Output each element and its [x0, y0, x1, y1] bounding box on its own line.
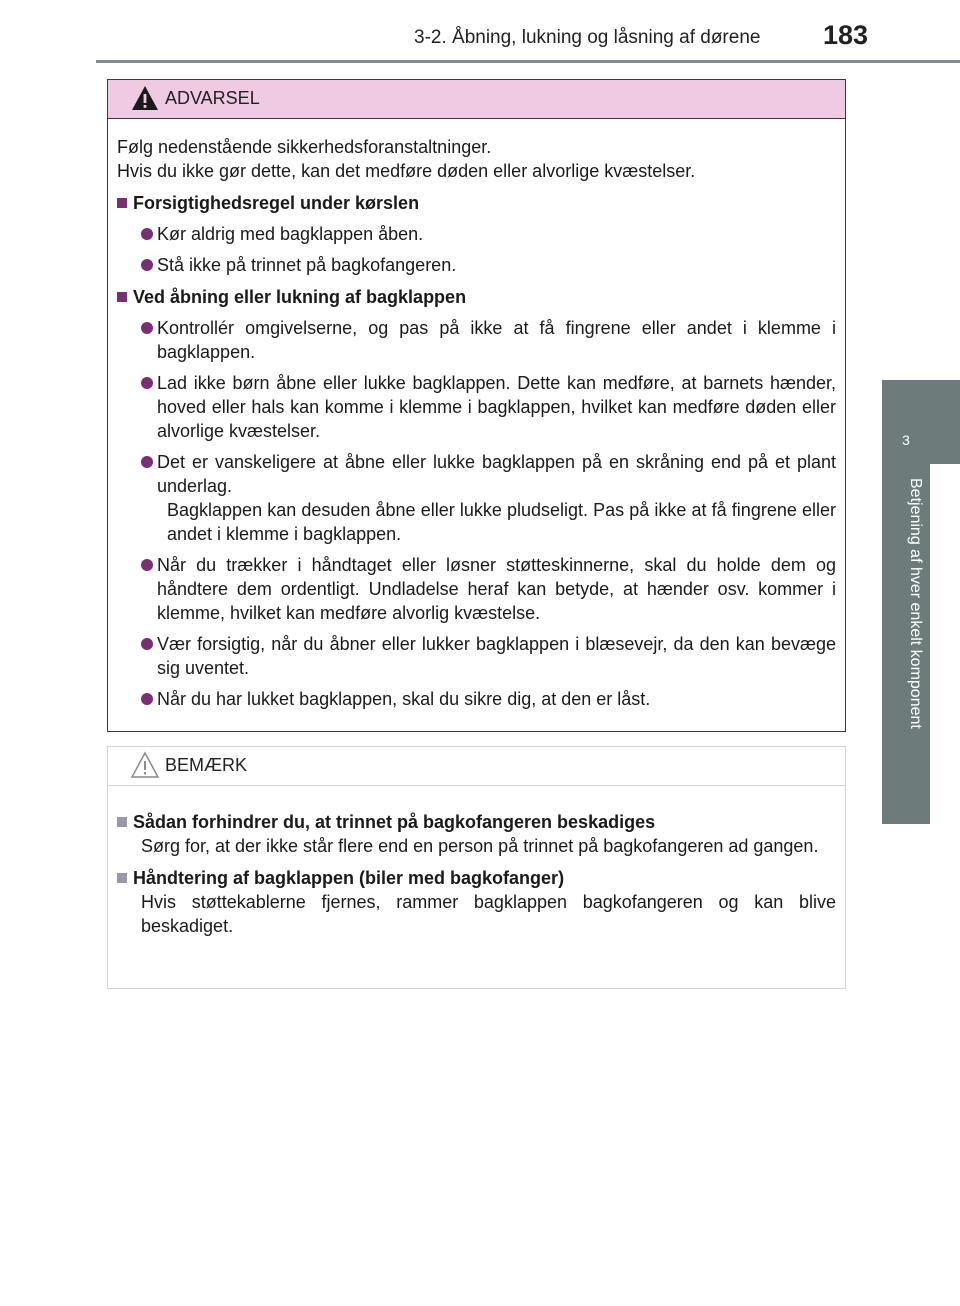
section-square-icon	[117, 817, 127, 827]
warning-bullet: Vær forsigtig, når du åbner eller lukker bagklappen i blæsevejr, da den kan bevæge sig uventet.	[117, 632, 836, 680]
chapter-number: 3	[902, 432, 910, 448]
bullet-dot-icon	[141, 377, 153, 389]
warning-intro-line: Følg nedenstående sikkerhedsforanstaltninger.	[117, 137, 492, 157]
warning-bullet: Når du har lukket bagklappen, skal du sikre dig, at den er låst.	[117, 687, 836, 711]
warning-triangle-icon	[130, 84, 160, 117]
bullet-dot-icon	[141, 259, 153, 271]
bullet-continuation: Bagklappen kan desuden åbne eller lukke pludseligt. Pas på ikke at få fingrene eller andet i klemme i bagklappen.	[167, 500, 836, 544]
bullet-dot-icon	[141, 693, 153, 705]
notice-triangle-icon	[130, 751, 160, 784]
chapter-tab	[882, 380, 960, 464]
section-title: 3-2. Åbning, lukning og låsning af dørene	[414, 27, 761, 48]
section-square-icon	[117, 198, 127, 208]
bullet-dot-icon	[141, 322, 153, 334]
bullet-dot-icon	[141, 638, 153, 650]
bullet-dot-icon	[141, 456, 153, 468]
warning-box	[107, 79, 846, 732]
warning-bullet: Kontrollér omgivelserne, og pas på ikke at få fingrene eller andet i klemme i bagklappen.	[117, 316, 836, 364]
warning-section-heading: Ved åbning eller lukning af bagklappen	[117, 285, 836, 309]
warning-bullet: Når du trækker i håndtaget eller løsner støtteskinnerne, skal du holde dem og håndtere dem ordentligt. Undladelse heraf kan betyde, at hænder osv. kommer i klemme, hvilket kan medføre alvorlig kvæstelse.	[117, 553, 836, 625]
section-square-icon	[117, 292, 127, 302]
bullet-dot-icon	[141, 559, 153, 571]
warning-bullet: Kør aldrig med bagklappen åben.	[117, 222, 836, 246]
notice-title: BEMÆRK	[165, 755, 248, 775]
notice-header	[108, 747, 845, 786]
notice-text: Sørg for, at der ikke står flere end en person på trinnet på bagkofangeren ad gangen.	[141, 836, 819, 856]
notice-box	[107, 746, 846, 989]
chapter-title: Betjening af hver enkelt komponent	[907, 478, 924, 729]
warning-bullet	[117, 450, 836, 546]
warning-intro-line: Hvis du ikke gør dette, kan det medføre døden eller alvorlige kvæstelser.	[117, 161, 696, 181]
notice-text: Hvis støttekablerne fjernes, rammer bagklappen bagkofangeren og kan blive beskadiget.	[141, 892, 836, 936]
header-divider	[96, 60, 960, 63]
notice-section-heading: Håndtering af bagklappen (biler med bagkofanger)	[117, 866, 836, 890]
warning-header	[108, 80, 845, 119]
bullet-text: Det er vanskeligere at åbne eller lukke bagklappen på en skråning end på et plant underlag.	[157, 452, 836, 496]
warning-title: ADVARSEL	[165, 88, 260, 108]
warning-bullet: Lad ikke børn åbne eller lukke bagklappen. Dette kan medføre, at barnets hænder, hoved eller hals kan komme i klemme i bagklappen, hvilket kan medføre døden eller alvorlige kvæstelser.	[117, 371, 836, 443]
section-square-icon	[117, 873, 127, 883]
warning-section-heading: Forsigtighedsregel under kørslen	[117, 191, 836, 215]
warning-bullet: Stå ikke på trinnet på bagkofangeren.	[117, 253, 836, 277]
notice-section-heading: Sådan forhindrer du, at trinnet på bagkofangeren beskadiges	[117, 810, 836, 834]
bullet-dot-icon	[141, 228, 153, 240]
page-number: 183	[823, 20, 869, 50]
